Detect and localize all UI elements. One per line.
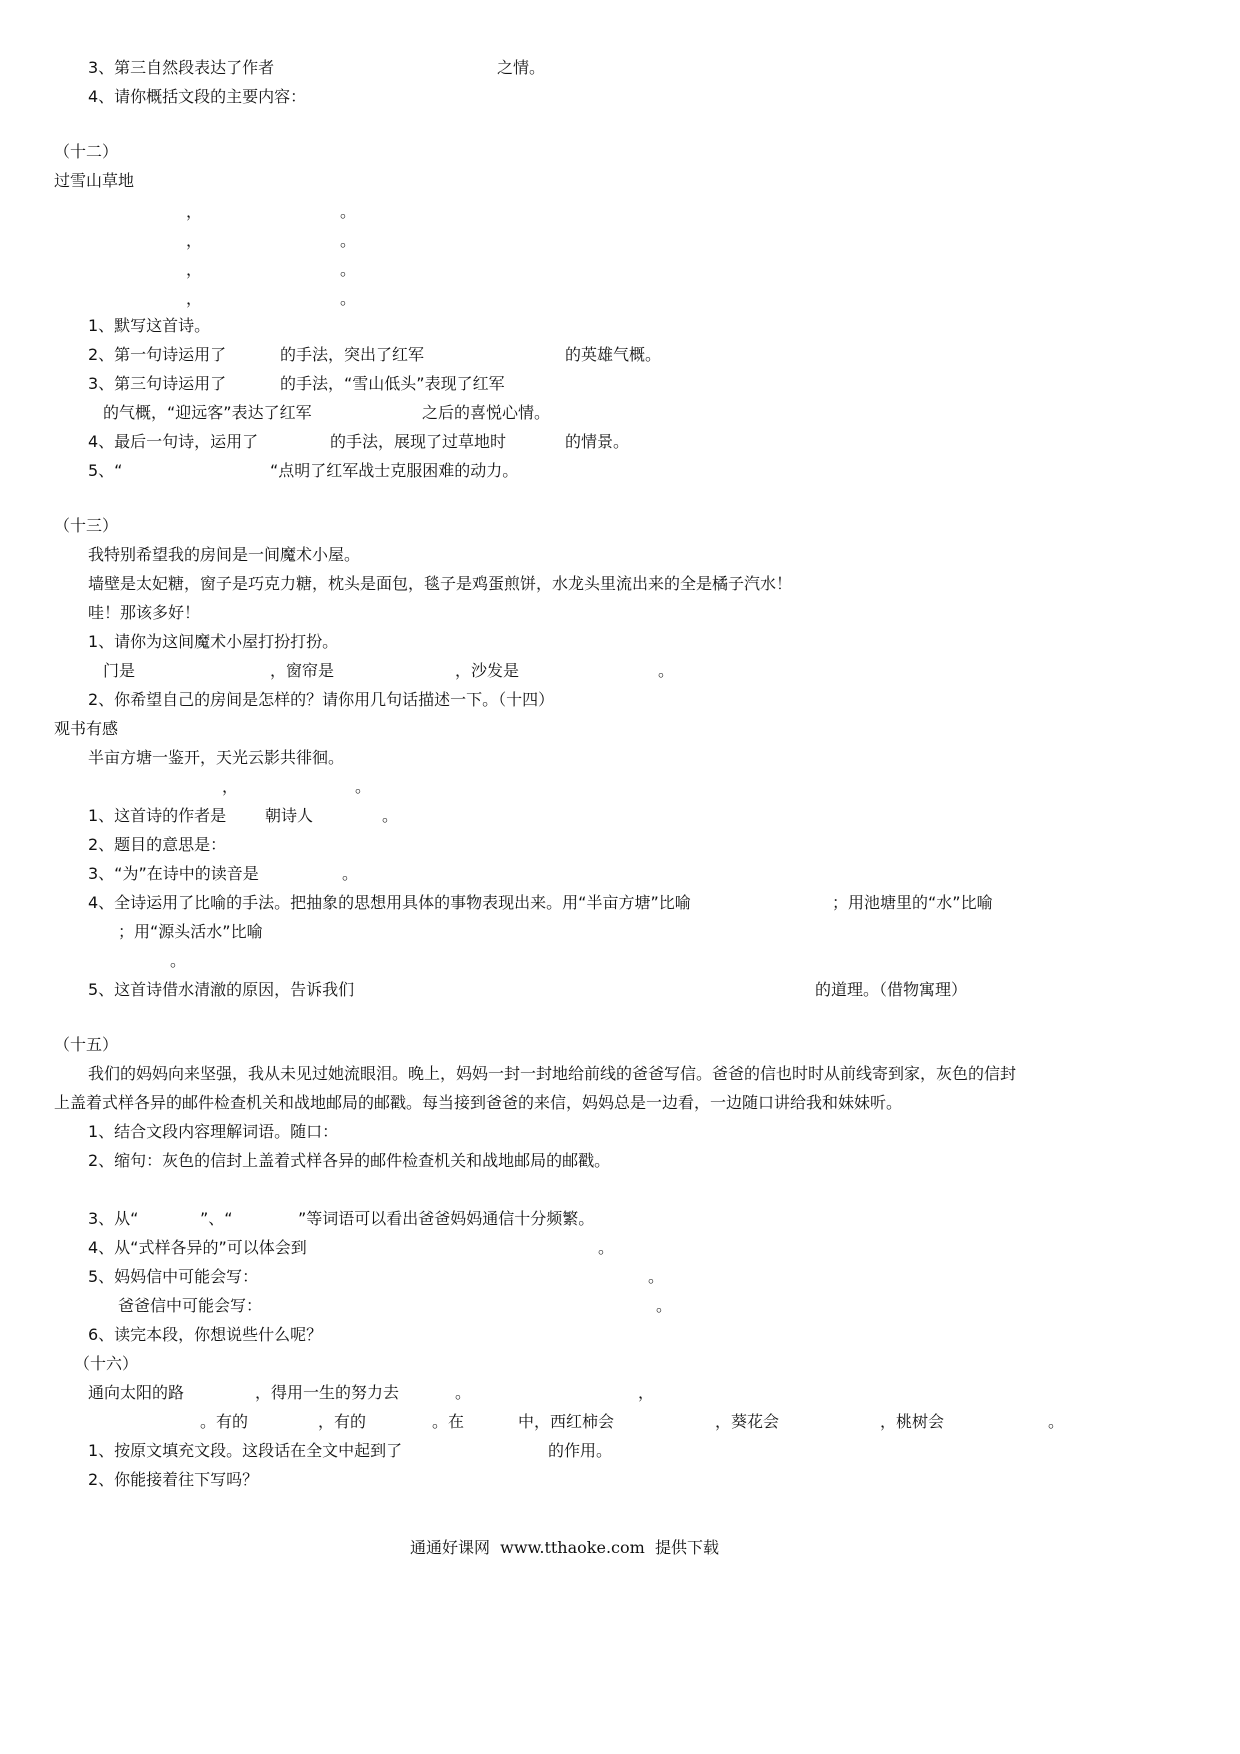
s16-question-2: 2、你能接着往下写吗？ — [88, 1470, 259, 1489]
s14-question-3-end: 。 — [342, 864, 359, 883]
s13-question-1: 1、请你为这间魔术小屋打扮打扮。 — [88, 632, 339, 651]
s15-question-3-end: ”等词语可以看出爸爸妈妈通信十分频繁。 — [298, 1209, 595, 1228]
s15-question-5: 5、妈妈信中可能会写： — [88, 1267, 259, 1286]
s12-question-2-end: 的英雄气概。 — [565, 345, 662, 364]
s14-question-1: 1、这首诗的作者是 — [88, 806, 227, 825]
s16-line-2-e: ，葵花会 — [715, 1412, 780, 1431]
poem-comma: ， — [186, 289, 203, 308]
s16-line-2-f: ，桃树会 — [880, 1412, 945, 1431]
s14-question-2: 2、题目的意思是： — [88, 835, 227, 854]
s13-paragraph-2: 墙壁是太妃糖，窗子是巧克力糖，枕头是面包，毯子是鸡蛋煎饼，水龙头里流出来的全是橘子汽水！ — [88, 574, 793, 593]
section-13-heading: （十三） — [54, 516, 119, 535]
s14-question-1-mid: 朝诗人 — [265, 806, 314, 825]
poem-period: 。 — [340, 202, 357, 221]
s16-line-2-period: 。 — [1048, 1412, 1065, 1431]
s15-question-4-end: 。 — [598, 1238, 615, 1257]
s13-fill-curtain: ，窗帘是 — [270, 661, 335, 680]
s15-question-3-mid: ”、“ — [200, 1209, 233, 1228]
s16-line-1-mid: ，得用一生的努力去 — [255, 1383, 400, 1402]
s15-question-5-dad-end: 。 — [656, 1296, 673, 1315]
s14-question-5: 5、这首诗借水清澈的原因，告诉我们 — [88, 980, 355, 999]
s12-question-4: 4、最后一句诗，运用了 — [88, 432, 259, 451]
s16-line-2-a: 。有的 — [200, 1412, 249, 1431]
s14-question-4-mid: ；用池塘里的“水”比喻 — [832, 893, 993, 912]
s12-question-5: 5、“ — [88, 461, 123, 480]
s16-question-1-end: 的作用。 — [548, 1441, 613, 1460]
poem-period: 。 — [355, 777, 372, 796]
s12-question-2: 2、第一句诗运用了 — [88, 345, 227, 364]
s16-line-2-d: 中，西红柿会 — [518, 1412, 615, 1431]
s16-line-1-period: 。 — [455, 1383, 472, 1402]
s12-question-3-cont: 的气概，“迎远客”表达了红军 — [103, 403, 312, 422]
section-12-heading: （十二） — [54, 142, 119, 161]
s16-line-1-comma: ， — [638, 1383, 655, 1402]
s15-question-5-dad: 爸爸信中可能会写： — [118, 1296, 263, 1315]
s16-question-1: 1、按原文填充文段。这段话在全文中起到了 — [88, 1441, 403, 1460]
s12-question-3-end: 之后的喜悦心情。 — [422, 403, 551, 422]
poem-title-2: 观书有感 — [54, 719, 119, 738]
s15-question-5-end: 。 — [648, 1267, 665, 1286]
s12-question-2-mid: 的手法，突出了红军 — [280, 345, 425, 364]
poem-period: 。 — [340, 289, 357, 308]
q4-line: 4、请你概括文段的主要内容： — [88, 87, 307, 106]
s15-question-3: 3、从“ — [88, 1209, 139, 1228]
s13-paragraph-1: 我特别希望我的房间是一间魔术小屋。 — [88, 545, 361, 564]
s14-question-4: 4、全诗运用了比喻的手法。把抽象的思想用具体的事物表现出来。用“半亩方塘”比喻 — [88, 893, 691, 912]
s15-question-6: 6、读完本段，你想说些什么呢？ — [88, 1325, 323, 1344]
s15-question-4: 4、从“式样各异的”可以体会到 — [88, 1238, 307, 1257]
s12-question-3: 3、第三句诗运用了 — [88, 374, 227, 393]
s13-fill-sofa: ，沙发是 — [455, 661, 520, 680]
q3-line-end: 之情。 — [497, 58, 546, 77]
section-15-heading: （十五） — [54, 1035, 119, 1054]
page-footer: 通通好课网 www.tthaoke.com 提供下载 — [410, 1538, 719, 1557]
s14-question-4-cont: ；用“源头活水”比喻 — [118, 922, 263, 941]
s12-question-4-end: 的情景。 — [565, 432, 630, 451]
s12-question-5-end: “点明了红军战士克服困难的动力。 — [270, 461, 519, 480]
s14-question-5-end: 的道理。（借物寓理） — [815, 980, 968, 999]
s13-paragraph-3: 哇！那该多好！ — [88, 603, 201, 622]
poem-title: 过雪山草地 — [54, 171, 135, 190]
poem-period: 。 — [340, 260, 357, 279]
s12-question-4-mid: 的手法，展现了过草地时 — [330, 432, 507, 451]
s13-question-2: 2、你希望自己的房间是怎样的？请你用几句话描述一下。（十四） — [88, 690, 555, 709]
s15-paragraph-line-2: 上盖着式样各异的邮件检查机关和战地邮局的邮戳。每当接到爸爸的来信，妈妈总是一边看，一边随口讲给我和妹妹听。 — [54, 1093, 903, 1112]
s14-question-1-end: 。 — [382, 806, 399, 825]
poem-period: 。 — [340, 231, 357, 250]
s15-question-1: 1、结合文段内容理解词语。随口： — [88, 1122, 339, 1141]
poem-comma: ， — [186, 231, 203, 250]
poem-comma: ， — [186, 260, 203, 279]
s13-fill-door: 门是 — [103, 661, 136, 680]
poem-comma: ， — [222, 777, 239, 796]
section-16-heading: （十六） — [74, 1354, 139, 1373]
s12-question-1: 1、默写这首诗。 — [88, 316, 211, 335]
s14-question-3: 3、“为”在诗中的读音是 — [88, 864, 259, 883]
s16-line-2-b: ，有的 — [318, 1412, 367, 1431]
s13-fill-period: 。 — [658, 661, 675, 680]
poem-line-1: 半亩方塘一鉴开，天光云影共徘徊。 — [88, 748, 345, 767]
s12-question-3-mid: 的手法，“雪山低头”表现了红军 — [280, 374, 505, 393]
s16-line-1: 通向太阳的路 — [88, 1383, 185, 1402]
s15-paragraph-line-1: 我们的妈妈向来坚强，我从未见过她流眼泪。晚上，妈妈一封一封地给前线的爸爸写信。爸爸的信也时时从前线寄到家，灰色的信封 — [88, 1064, 1017, 1083]
s14-question-4-end: 。 — [170, 951, 187, 970]
q3-line: 3、第三自然段表达了作者 — [88, 58, 275, 77]
s15-question-2: 2、缩句：灰色的信封上盖着式样各异的邮件检查机关和战地邮局的邮戳。 — [88, 1151, 611, 1170]
poem-comma: ， — [186, 202, 203, 221]
s16-line-2-c: 。在 — [432, 1412, 465, 1431]
